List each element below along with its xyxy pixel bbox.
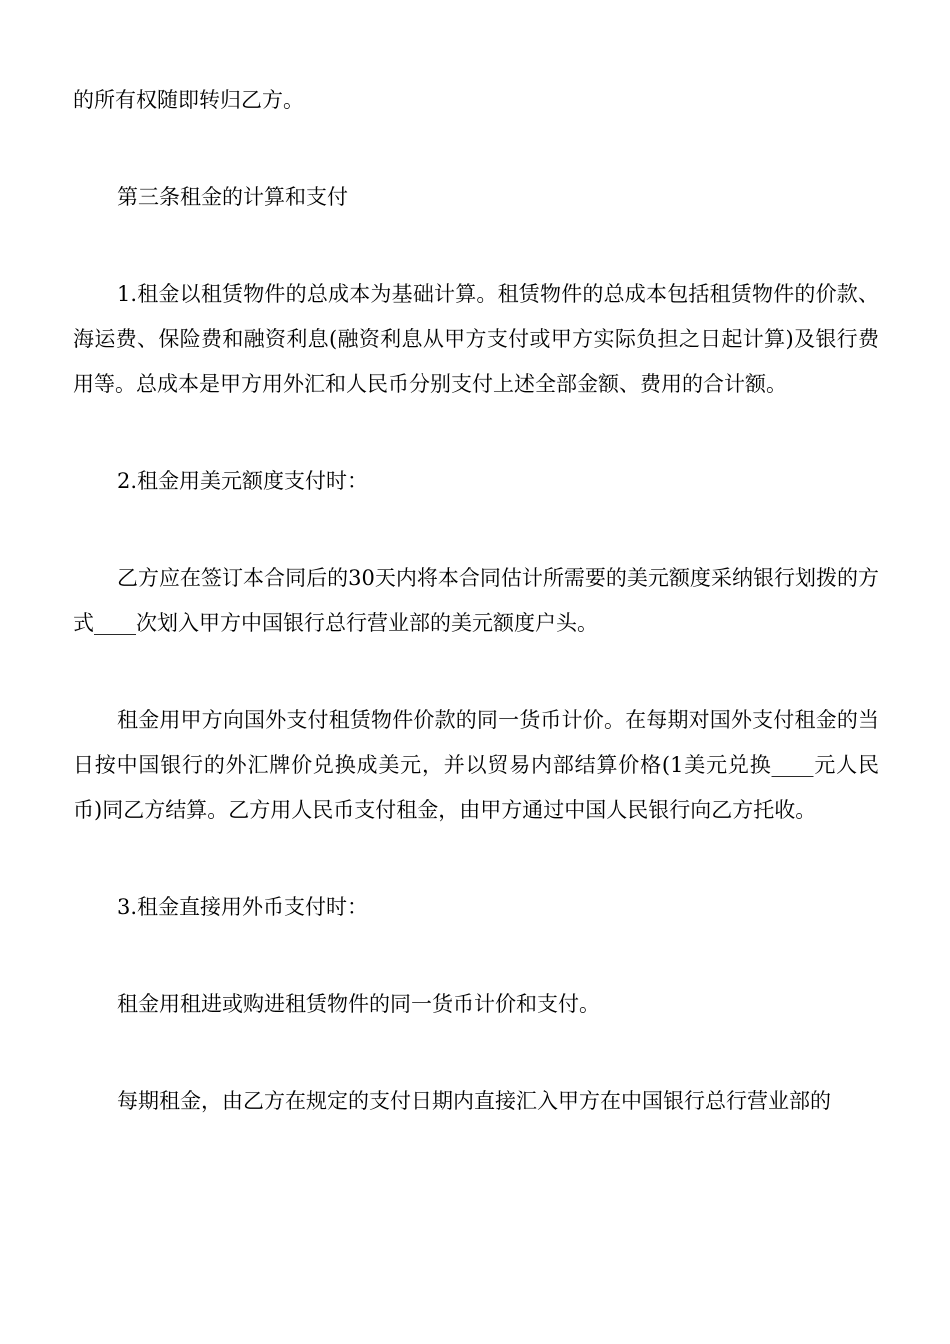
article-three-heading: 第三条租金的计算和支付 bbox=[117, 185, 348, 209]
paragraph-usd-transfer: 乙方应在签订本合同后的30天内将本合同估计所需要的美元额度采纳银行划拨的方式____次划入甲方中国银行总行营业部的美元额度户头。 bbox=[73, 566, 879, 635]
paragraph-ownership-transfer: 的所有权随即转归乙方。 bbox=[73, 88, 304, 112]
paragraph-spacer bbox=[73, 504, 879, 556]
paragraph-periodic-rent: 每期租金，由乙方在规定的支付日期内直接汇入甲方在中国银行总行营业部的 bbox=[117, 1089, 831, 1113]
paragraph-spacer bbox=[73, 407, 879, 459]
paragraph-spacer bbox=[73, 123, 879, 175]
paragraph-currency-pricing: 租金用甲方向国外支付租赁物件价款的同一货币计价。在每期对国外支付租金的当日按中国银行的外汇牌价兑换成美元，并以贸易内部结算价格(1美元兑换____元人民币)同乙方结算。乙方用人民币支付租金，由甲方通过中国人民银行向乙方托收。 bbox=[73, 708, 879, 822]
paragraph-spacer bbox=[73, 220, 879, 272]
paragraph-same-currency: 租金用租进或购进租赁物件的同一货币计价和支付。 bbox=[117, 992, 600, 1016]
paragraph-spacer bbox=[73, 1027, 879, 1079]
paragraph-spacer bbox=[73, 930, 879, 982]
clause-1-total-cost: 1.租金以租赁物件的总成本为基础计算。租赁物件的总成本包括租赁物件的价款、海运费、保险费和融资利息(融资利息从甲方支付或甲方实际负担之日起计算)及银行费用等。总成本是甲方用外汇和人民币分别支付上述全部金额、费用的合计额。 bbox=[73, 282, 879, 396]
clause-2-usd-quota: 2.租金用美元额度支付时： bbox=[117, 469, 369, 493]
paragraph-spacer bbox=[73, 833, 879, 885]
paragraph-spacer bbox=[73, 646, 879, 698]
document-page bbox=[73, 78, 879, 1124]
clause-3-foreign-currency: 3.租金直接用外币支付时： bbox=[117, 895, 369, 919]
